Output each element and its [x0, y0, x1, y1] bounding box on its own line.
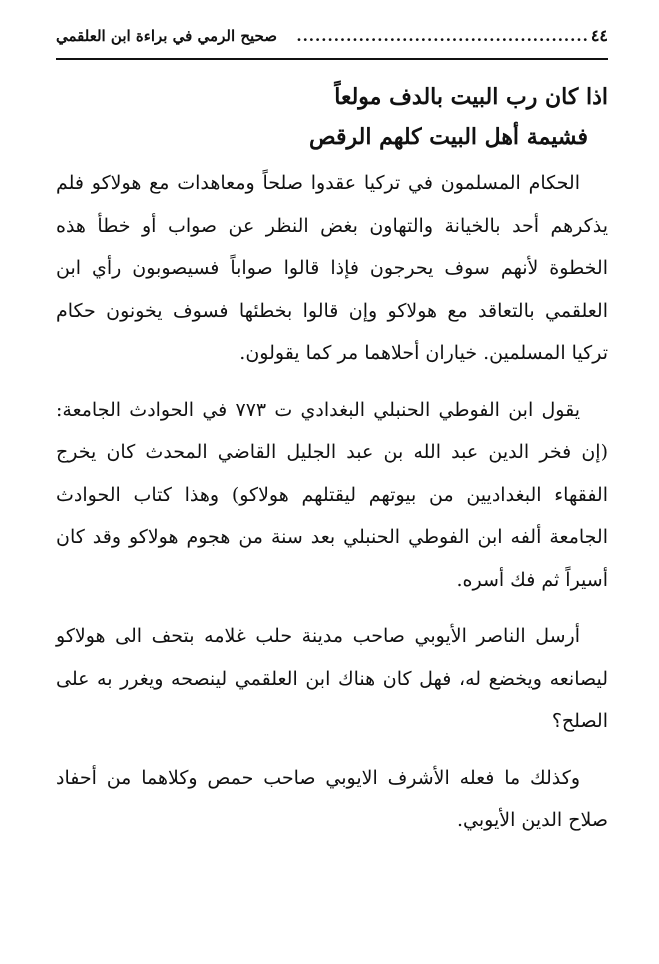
- paragraph-al-ashraf: وكذلك ما فعله الأشرف الايوبي صاحب حمص وكلاهما من أحفاد صلاح الدين الأيوبي.: [56, 766, 608, 831]
- header-rule: [56, 58, 608, 60]
- paragraph-al-nasir: أرسل الناصر الأيوبي صاحب مدينة حلب غلامه بتحف الى هولاكو ليصانعه ويخضع له، فهل كان هناك ابن العلقمي لينصحه ويغرر به على الصلح؟: [56, 625, 608, 732]
- poem-verse-2: فشيمة أهل البيت كلهم الرقص: [309, 124, 588, 150]
- book-title: صحيح الرمي في براءة ابن العلقمي: [56, 27, 277, 45]
- book-page: [56, 26, 608, 926]
- paragraph-ibn-al-fuwati: يقول ابن الفوطي الحنبلي البغدادي ت ٧٧٣ في الحوادث الجامعة: (إن فخر الدين عبد الله بن عبد الجليل القاضي المحدث كان يخرج الفقهاء البغداديين من بيوتهم ليقتلهم هولاكو) وهذا كتاب الحوادث الجامعة ألفه ابن الفوطي الحنبلي بعد سنة من هجوم هولاكو وقد كان أسيراً ثم فك أسره.: [56, 398, 608, 591]
- page-number: ٤٤: [590, 26, 608, 45]
- running-header: [56, 26, 608, 56]
- paragraph-turkey-rulers: الحكام المسلمون في تركيا عقدوا صلحاً ومعاهدات مع هولاكو فلم يذكرهم أحد بالخيانة والتهاون بغض النظر عن صواب أو خطأ هذه الخطوة لأنهم سوف يحرجون فإذا قالوا صواباً فسيصوبون رأي ابن العلقمي بالتعاقد مع هولاكو وإن قالوا بخطئها فسوف يخونون حكام تركيا المسلمين. خياران أحلاهما مر كما يقولون.: [56, 172, 608, 364]
- poem-verse-1: اذا كان رب البيت بالدف مولعاً: [334, 84, 608, 110]
- dot-leader: ...............................................: [296, 27, 589, 45]
